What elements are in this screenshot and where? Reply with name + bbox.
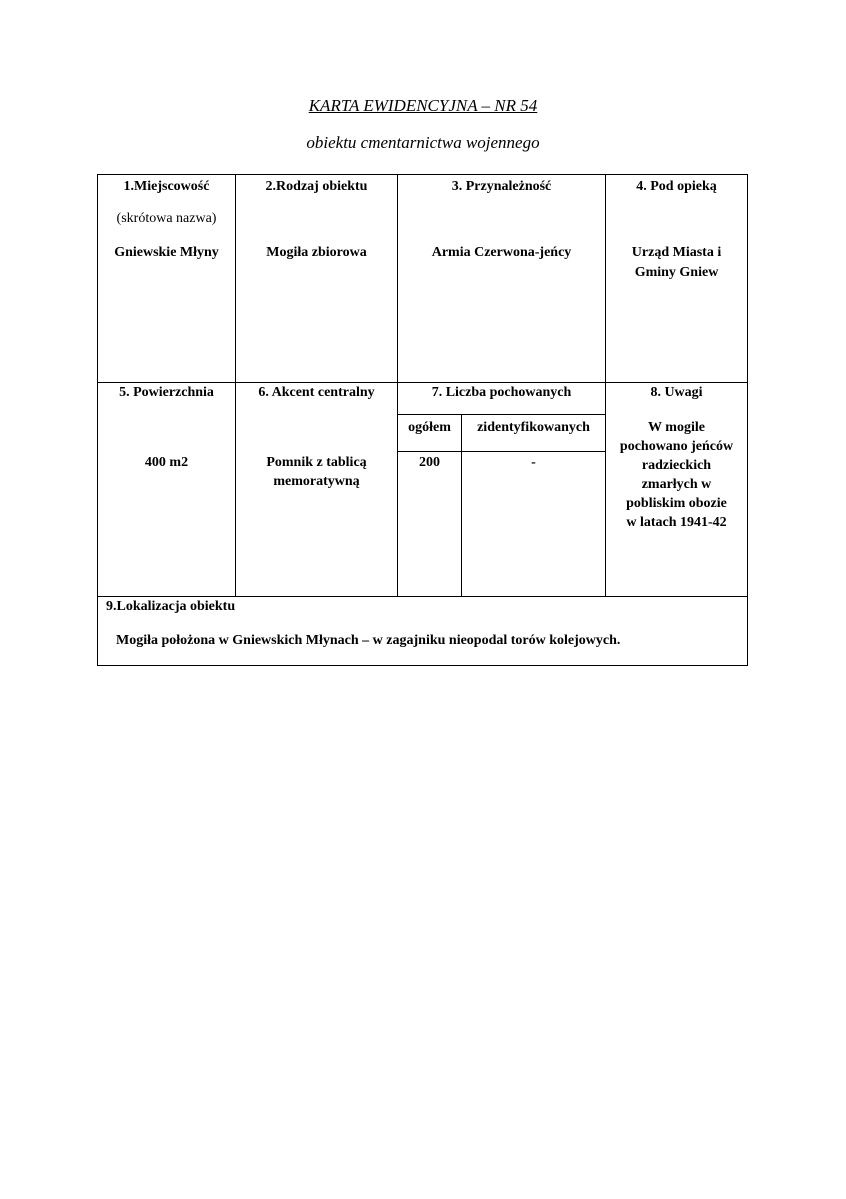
object-type-header: 2.Rodzaj obiektu bbox=[265, 179, 368, 194]
burials-subheader-top bbox=[398, 414, 605, 415]
burials-subheader-bottom bbox=[398, 451, 605, 452]
burials-total-header: ogółem bbox=[408, 420, 451, 435]
document-title: KARTA EWIDENCYJNA – NR 54 bbox=[308, 96, 538, 115]
remarks-line-2: pochowano jeńców bbox=[619, 439, 734, 454]
burials-total-value: 200 bbox=[419, 455, 440, 470]
affiliation-header: 3. Przynależność bbox=[451, 179, 552, 194]
custodian-value-line2: Gminy Gniew bbox=[634, 265, 719, 280]
record-card-table bbox=[97, 174, 748, 666]
remarks-line-1: W mogile bbox=[648, 420, 705, 435]
location-header: 9.Lokalizacja obiektu bbox=[106, 599, 236, 614]
area-header: 5. Powierzchnia bbox=[119, 385, 214, 400]
object-type-value: Mogiła zbiorowa bbox=[266, 245, 367, 260]
remarks-line-5: pobliskim obozie bbox=[626, 496, 727, 511]
central-accent-value-line2: memoratywną bbox=[273, 474, 360, 489]
remarks-line-6: w latach 1941-42 bbox=[626, 515, 727, 530]
affiliation-value: Armia Czerwona-jeńcy bbox=[431, 245, 572, 260]
document-subtitle: obiektu cmentarnictwa wojennego bbox=[306, 133, 540, 152]
locality-hint: (skrótowa nazwa) bbox=[116, 211, 217, 226]
central-accent-value-line1: Pomnik z tablicą bbox=[266, 455, 367, 470]
burials-identified-value: - bbox=[531, 455, 536, 470]
remarks-header: 8. Uwagi bbox=[650, 385, 703, 400]
remarks-line-3: radzieckich bbox=[641, 458, 712, 473]
remarks-line-4: zmarłych w bbox=[641, 477, 712, 492]
burials-identified-header: zidentyfikowanych bbox=[477, 420, 590, 435]
area-value: 400 m2 bbox=[144, 455, 189, 470]
burials-header: 7. Liczba pochowanych bbox=[431, 385, 572, 400]
location-value: Mogiła położona w Gniewskich Młynach – w zagajniku nieopodal torów kolejowych. bbox=[116, 633, 621, 648]
custodian-value-line1: Urząd Miasta i bbox=[631, 245, 722, 260]
locality-header: 1.Miejscowość bbox=[123, 179, 210, 194]
locality-value: Gniewskie Młyny bbox=[114, 245, 219, 260]
central-accent-header: 6. Akcent centralny bbox=[258, 385, 375, 400]
custodian-header: 4. Pod opieką bbox=[636, 179, 717, 194]
burials-subcol-divider bbox=[461, 414, 462, 596]
